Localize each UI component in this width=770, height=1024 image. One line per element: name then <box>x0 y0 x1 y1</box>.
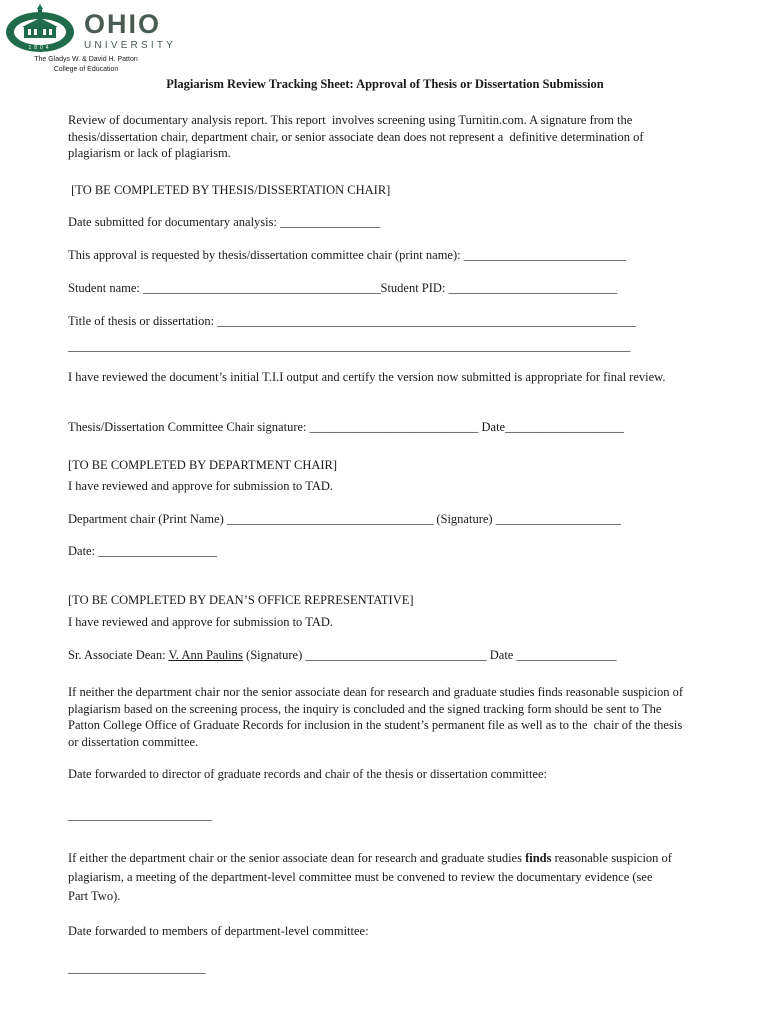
intro-paragraph: Review of documentary analysis report. This report involves screening using Turnitin.com. A signature from the thesis/dissertation chair, department chair, or senior associate dean does not represent a definitive determination of plagiarism or lack of plagiarism. <box>68 113 647 160</box>
plagiarism-suspicion-paragraph <box>68 849 676 906</box>
date-forwarded-director-label: Date forwarded to director of graduate records and chair of the thesis or dissertation committee: <box>68 767 547 781</box>
chair-print-name-field: This approval is requested by thesis/dissertation committee chair (print name): __________________________ <box>68 248 627 262</box>
dean-signature-line <box>68 647 708 664</box>
university-subtitle: UNIVERSITY <box>84 40 177 51</box>
thesis-title-continuation: __________________________________________________________________________________________ <box>68 339 631 353</box>
dean-section-heading: [TO BE COMPLETED BY DEAN’S OFFICE REPRESENTATIVE] <box>68 593 414 607</box>
university-name: OHIO <box>84 9 162 39</box>
plagiarism-para-part-1: If either the department chair or the senior associate dean for research and graduate studies <box>68 851 526 865</box>
department-date-line: Date: ___________________ <box>68 544 217 558</box>
date-forwarded-committee-blank: ______________________ <box>68 961 206 975</box>
chair-signature-date-line: Thesis/Dissertation Committee Chair signature: ___________________________ Date___________________ <box>68 420 624 434</box>
date-forwarded-committee-label: Date forwarded to members of department-level committee: <box>68 924 369 938</box>
seal-year: 1804 <box>28 45 52 51</box>
date-submitted-field: Date submitted for documentary analysis: ________________ <box>68 215 381 229</box>
department-signature-line: Department chair (Print Name) _________________________________ (Signature) ____________________ <box>68 512 621 526</box>
student-name-pid-field: Student name: ______________________________________Student PID: ___________________________ <box>68 281 618 295</box>
university-wordmark <box>84 10 176 52</box>
college-line-1: The Gladys W. & David H. Patton <box>34 56 138 63</box>
chair-section-heading: [TO BE COMPLETED BY THESIS/DISSERTATION CHAIR] <box>68 183 391 197</box>
department-approve-statement: I have reviewed and approve for submission to TAD. <box>68 479 334 493</box>
no-plagiarism-paragraph: If neither the department chair nor the senior associate dean for research and graduate studies finds reasonable suspicion of plagiarism based on the screening process, the inquiry is concluded and the signed tracking form should be sent to The Patton College Office of Graduate Records for inclusion in the student’s permanent file as well as to the chair of the thesis or dissertation committee. <box>68 685 687 749</box>
dean-signature-date: (Signature) _____________________________ Date ________________ <box>242 648 617 662</box>
department-section-heading: [TO BE COMPLETED BY DEPARTMENT CHAIR] <box>68 458 338 472</box>
plagiarism-para-bold-word: finds <box>525 851 552 865</box>
dean-approve-statement: I have reviewed and approve for submission to TAD. <box>68 615 334 629</box>
college-name <box>26 55 146 75</box>
date-forwarded-director-blank: _______________________ <box>68 808 212 822</box>
college-line-2: College of Education <box>53 66 119 73</box>
dean-label: Sr. Associate Dean: <box>68 648 169 662</box>
document-title: Plagiarism Review Tracking Sheet: Approval of Thesis or Dissertation Submission <box>166 77 604 91</box>
plagiarism-para-part-2: reasonable suspicion of plagiarism, a meeting of the department-level committee must be convened to review the documentary evidence (see Part Two). <box>68 851 676 903</box>
dean-name: V. Ann Paulins <box>168 648 243 662</box>
ohio-university-seal-icon <box>4 4 76 56</box>
thesis-title-field: Title of thesis or dissertation: ___________________________________________________________________ <box>68 314 636 328</box>
chair-certify-statement: I have reviewed the document’s initial T.I.I output and certify the version now submitted is appropriate for final review. <box>68 370 666 384</box>
